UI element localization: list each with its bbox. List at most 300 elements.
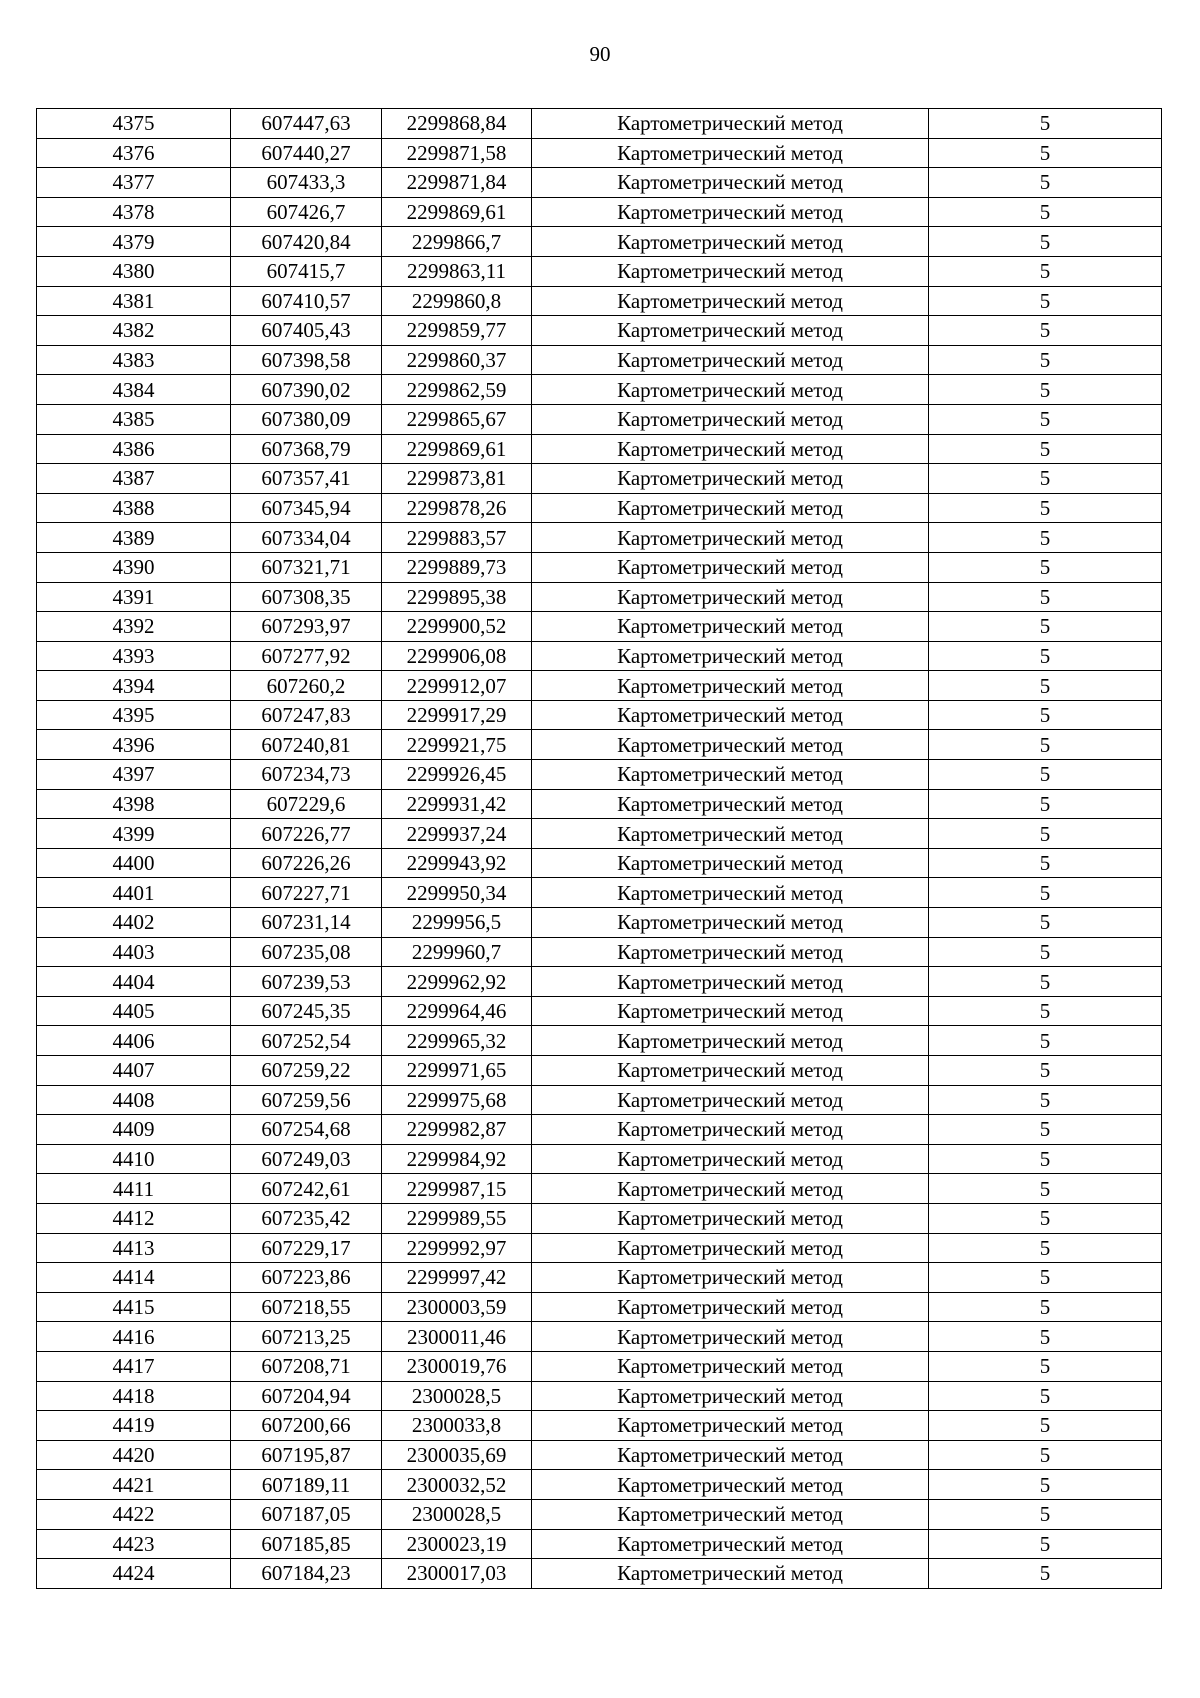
table-row bbox=[37, 1144, 1162, 1174]
accuracy-cell: 5 bbox=[929, 671, 1162, 701]
method-cell: Картометрический метод bbox=[532, 582, 929, 612]
method-cell: Картометрический метод bbox=[532, 1263, 929, 1293]
table-row bbox=[37, 1203, 1162, 1233]
table-row bbox=[37, 700, 1162, 730]
y-coordinate-cell: 2299989,55 bbox=[382, 1203, 532, 1233]
point-number-cell: 4382 bbox=[37, 316, 231, 346]
accuracy-cell: 5 bbox=[929, 1144, 1162, 1174]
x-coordinate-cell: 607234,73 bbox=[231, 760, 382, 790]
point-number-cell: 4390 bbox=[37, 552, 231, 582]
table-row bbox=[37, 1174, 1162, 1204]
table-row bbox=[37, 1440, 1162, 1470]
point-number-cell: 4422 bbox=[37, 1499, 231, 1529]
point-number-cell: 4394 bbox=[37, 671, 231, 701]
y-coordinate-cell: 2300003,59 bbox=[382, 1292, 532, 1322]
y-coordinate-cell: 2299873,81 bbox=[382, 464, 532, 494]
method-cell: Картометрический метод bbox=[532, 227, 929, 257]
table-row bbox=[37, 1559, 1162, 1589]
accuracy-cell: 5 bbox=[929, 227, 1162, 257]
accuracy-cell: 5 bbox=[929, 641, 1162, 671]
method-cell: Картометрический метод bbox=[532, 878, 929, 908]
y-coordinate-cell: 2299869,61 bbox=[382, 434, 532, 464]
table-row bbox=[37, 819, 1162, 849]
x-coordinate-cell: 607245,35 bbox=[231, 996, 382, 1026]
table-row bbox=[37, 1292, 1162, 1322]
point-number-cell: 4412 bbox=[37, 1203, 231, 1233]
accuracy-cell: 5 bbox=[929, 760, 1162, 790]
point-number-cell: 4401 bbox=[37, 878, 231, 908]
point-number-cell: 4375 bbox=[37, 109, 231, 139]
accuracy-cell: 5 bbox=[929, 819, 1162, 849]
accuracy-cell: 5 bbox=[929, 1411, 1162, 1441]
x-coordinate-cell: 607415,7 bbox=[231, 256, 382, 286]
y-coordinate-cell: 2299984,92 bbox=[382, 1144, 532, 1174]
accuracy-cell: 5 bbox=[929, 1470, 1162, 1500]
table-row bbox=[37, 1115, 1162, 1145]
table-row bbox=[37, 996, 1162, 1026]
x-coordinate-cell: 607293,97 bbox=[231, 612, 382, 642]
y-coordinate-cell: 2299962,92 bbox=[382, 967, 532, 997]
method-cell: Картометрический метод bbox=[532, 197, 929, 227]
x-coordinate-cell: 607189,11 bbox=[231, 1470, 382, 1500]
y-coordinate-cell: 2299917,29 bbox=[382, 700, 532, 730]
accuracy-cell: 5 bbox=[929, 967, 1162, 997]
accuracy-cell: 5 bbox=[929, 138, 1162, 168]
accuracy-cell: 5 bbox=[929, 878, 1162, 908]
x-coordinate-cell: 607235,08 bbox=[231, 937, 382, 967]
accuracy-cell: 5 bbox=[929, 1529, 1162, 1559]
method-cell: Картометрический метод bbox=[532, 937, 929, 967]
point-number-cell: 4413 bbox=[37, 1233, 231, 1263]
method-cell: Картометрический метод bbox=[532, 138, 929, 168]
y-coordinate-cell: 2299921,75 bbox=[382, 730, 532, 760]
x-coordinate-cell: 607259,22 bbox=[231, 1056, 382, 1086]
table-row bbox=[37, 730, 1162, 760]
table-row bbox=[37, 523, 1162, 553]
method-cell: Картометрический метод bbox=[532, 1144, 929, 1174]
y-coordinate-cell: 2299926,45 bbox=[382, 760, 532, 790]
accuracy-cell: 5 bbox=[929, 552, 1162, 582]
point-number-cell: 4378 bbox=[37, 197, 231, 227]
point-number-cell: 4383 bbox=[37, 345, 231, 375]
point-number-cell: 4384 bbox=[37, 375, 231, 405]
x-coordinate-cell: 607440,27 bbox=[231, 138, 382, 168]
table-row bbox=[37, 1470, 1162, 1500]
point-number-cell: 4400 bbox=[37, 848, 231, 878]
table-row bbox=[37, 878, 1162, 908]
method-cell: Картометрический метод bbox=[532, 286, 929, 316]
table-row bbox=[37, 375, 1162, 405]
point-number-cell: 4416 bbox=[37, 1322, 231, 1352]
table-row bbox=[37, 1263, 1162, 1293]
method-cell: Картометрический метод bbox=[532, 1026, 929, 1056]
x-coordinate-cell: 607357,41 bbox=[231, 464, 382, 494]
method-cell: Картометрический метод bbox=[532, 967, 929, 997]
y-coordinate-cell: 2299860,8 bbox=[382, 286, 532, 316]
accuracy-cell: 5 bbox=[929, 1233, 1162, 1263]
x-coordinate-cell: 607447,63 bbox=[231, 109, 382, 139]
accuracy-cell: 5 bbox=[929, 1499, 1162, 1529]
x-coordinate-cell: 607208,71 bbox=[231, 1351, 382, 1381]
method-cell: Картометрический метод bbox=[532, 908, 929, 938]
accuracy-cell: 5 bbox=[929, 197, 1162, 227]
x-coordinate-cell: 607252,54 bbox=[231, 1026, 382, 1056]
accuracy-cell: 5 bbox=[929, 404, 1162, 434]
accuracy-cell: 5 bbox=[929, 434, 1162, 464]
y-coordinate-cell: 2299965,32 bbox=[382, 1026, 532, 1056]
coordinates-table bbox=[36, 108, 1162, 1589]
method-cell: Картометрический метод bbox=[532, 1233, 929, 1263]
method-cell: Картометрический метод bbox=[532, 996, 929, 1026]
method-cell: Картометрический метод bbox=[532, 1411, 929, 1441]
x-coordinate-cell: 607334,04 bbox=[231, 523, 382, 553]
x-coordinate-cell: 607277,92 bbox=[231, 641, 382, 671]
x-coordinate-cell: 607242,61 bbox=[231, 1174, 382, 1204]
x-coordinate-cell: 607223,86 bbox=[231, 1263, 382, 1293]
table-row bbox=[37, 1351, 1162, 1381]
accuracy-cell: 5 bbox=[929, 1026, 1162, 1056]
accuracy-cell: 5 bbox=[929, 1056, 1162, 1086]
table-row bbox=[37, 641, 1162, 671]
accuracy-cell: 5 bbox=[929, 1085, 1162, 1115]
accuracy-cell: 5 bbox=[929, 286, 1162, 316]
method-cell: Картометрический метод bbox=[532, 168, 929, 198]
x-coordinate-cell: 607433,3 bbox=[231, 168, 382, 198]
x-coordinate-cell: 607235,42 bbox=[231, 1203, 382, 1233]
accuracy-cell: 5 bbox=[929, 168, 1162, 198]
y-coordinate-cell: 2299900,52 bbox=[382, 612, 532, 642]
y-coordinate-cell: 2299931,42 bbox=[382, 789, 532, 819]
x-coordinate-cell: 607229,6 bbox=[231, 789, 382, 819]
method-cell: Картометрический метод bbox=[532, 1322, 929, 1352]
x-coordinate-cell: 607185,85 bbox=[231, 1529, 382, 1559]
point-number-cell: 4404 bbox=[37, 967, 231, 997]
method-cell: Картометрический метод bbox=[532, 1085, 929, 1115]
accuracy-cell: 5 bbox=[929, 1115, 1162, 1145]
x-coordinate-cell: 607321,71 bbox=[231, 552, 382, 582]
point-number-cell: 4409 bbox=[37, 1115, 231, 1145]
y-coordinate-cell: 2300028,5 bbox=[382, 1381, 532, 1411]
y-coordinate-cell: 2299866,7 bbox=[382, 227, 532, 257]
accuracy-cell: 5 bbox=[929, 1292, 1162, 1322]
y-coordinate-cell: 2299943,92 bbox=[382, 848, 532, 878]
y-coordinate-cell: 2300019,76 bbox=[382, 1351, 532, 1381]
point-number-cell: 4396 bbox=[37, 730, 231, 760]
x-coordinate-cell: 607390,02 bbox=[231, 375, 382, 405]
y-coordinate-cell: 2299863,11 bbox=[382, 256, 532, 286]
y-coordinate-cell: 2299964,46 bbox=[382, 996, 532, 1026]
table-row bbox=[37, 1499, 1162, 1529]
accuracy-cell: 5 bbox=[929, 1351, 1162, 1381]
method-cell: Картометрический метод bbox=[532, 789, 929, 819]
method-cell: Картометрический метод bbox=[532, 612, 929, 642]
point-number-cell: 4420 bbox=[37, 1440, 231, 1470]
accuracy-cell: 5 bbox=[929, 256, 1162, 286]
accuracy-cell: 5 bbox=[929, 996, 1162, 1026]
table-row bbox=[37, 1322, 1162, 1352]
y-coordinate-cell: 2299871,58 bbox=[382, 138, 532, 168]
accuracy-cell: 5 bbox=[929, 109, 1162, 139]
table-row bbox=[37, 464, 1162, 494]
x-coordinate-cell: 607420,84 bbox=[231, 227, 382, 257]
point-number-cell: 4405 bbox=[37, 996, 231, 1026]
x-coordinate-cell: 607227,71 bbox=[231, 878, 382, 908]
point-number-cell: 4377 bbox=[37, 168, 231, 198]
x-coordinate-cell: 607368,79 bbox=[231, 434, 382, 464]
y-coordinate-cell: 2300017,03 bbox=[382, 1559, 532, 1589]
y-coordinate-cell: 2299871,84 bbox=[382, 168, 532, 198]
x-coordinate-cell: 607229,17 bbox=[231, 1233, 382, 1263]
method-cell: Картометрический метод bbox=[532, 1351, 929, 1381]
y-coordinate-cell: 2299992,97 bbox=[382, 1233, 532, 1263]
point-number-cell: 4379 bbox=[37, 227, 231, 257]
x-coordinate-cell: 607249,03 bbox=[231, 1144, 382, 1174]
method-cell: Картометрический метод bbox=[532, 375, 929, 405]
x-coordinate-cell: 607247,83 bbox=[231, 700, 382, 730]
method-cell: Картометрический метод bbox=[532, 1381, 929, 1411]
method-cell: Картометрический метод bbox=[532, 819, 929, 849]
y-coordinate-cell: 2299997,42 bbox=[382, 1263, 532, 1293]
method-cell: Картометрический метод bbox=[532, 523, 929, 553]
table-row bbox=[37, 404, 1162, 434]
table-row bbox=[37, 967, 1162, 997]
x-coordinate-cell: 607426,7 bbox=[231, 197, 382, 227]
point-number-cell: 4388 bbox=[37, 493, 231, 523]
x-coordinate-cell: 607239,53 bbox=[231, 967, 382, 997]
accuracy-cell: 5 bbox=[929, 464, 1162, 494]
table-row bbox=[37, 1411, 1162, 1441]
accuracy-cell: 5 bbox=[929, 1440, 1162, 1470]
point-number-cell: 4406 bbox=[37, 1026, 231, 1056]
y-coordinate-cell: 2299869,61 bbox=[382, 197, 532, 227]
y-coordinate-cell: 2299971,65 bbox=[382, 1056, 532, 1086]
point-number-cell: 4417 bbox=[37, 1351, 231, 1381]
accuracy-cell: 5 bbox=[929, 789, 1162, 819]
point-number-cell: 4403 bbox=[37, 937, 231, 967]
accuracy-cell: 5 bbox=[929, 612, 1162, 642]
x-coordinate-cell: 607226,26 bbox=[231, 848, 382, 878]
method-cell: Картометрический метод bbox=[532, 256, 929, 286]
table-row bbox=[37, 552, 1162, 582]
table-row bbox=[37, 1233, 1162, 1263]
table-row bbox=[37, 1056, 1162, 1086]
method-cell: Картометрический метод bbox=[532, 316, 929, 346]
table-row bbox=[37, 434, 1162, 464]
table-row bbox=[37, 109, 1162, 139]
x-coordinate-cell: 607380,09 bbox=[231, 404, 382, 434]
table-row bbox=[37, 848, 1162, 878]
method-cell: Картометрический метод bbox=[532, 464, 929, 494]
table-row bbox=[37, 582, 1162, 612]
point-number-cell: 4387 bbox=[37, 464, 231, 494]
method-cell: Картометрический метод bbox=[532, 1529, 929, 1559]
y-coordinate-cell: 2299982,87 bbox=[382, 1115, 532, 1145]
y-coordinate-cell: 2300033,8 bbox=[382, 1411, 532, 1441]
y-coordinate-cell: 2300023,19 bbox=[382, 1529, 532, 1559]
table-row bbox=[37, 256, 1162, 286]
x-coordinate-cell: 607308,35 bbox=[231, 582, 382, 612]
point-number-cell: 4398 bbox=[37, 789, 231, 819]
table-row bbox=[37, 789, 1162, 819]
accuracy-cell: 5 bbox=[929, 937, 1162, 967]
accuracy-cell: 5 bbox=[929, 493, 1162, 523]
point-number-cell: 4385 bbox=[37, 404, 231, 434]
y-coordinate-cell: 2299895,38 bbox=[382, 582, 532, 612]
method-cell: Картометрический метод bbox=[532, 641, 929, 671]
point-number-cell: 4376 bbox=[37, 138, 231, 168]
y-coordinate-cell: 2299865,67 bbox=[382, 404, 532, 434]
table-row bbox=[37, 138, 1162, 168]
table-row bbox=[37, 937, 1162, 967]
method-cell: Картометрический метод bbox=[532, 760, 929, 790]
x-coordinate-cell: 607398,58 bbox=[231, 345, 382, 375]
x-coordinate-cell: 607187,05 bbox=[231, 1499, 382, 1529]
accuracy-cell: 5 bbox=[929, 1174, 1162, 1204]
accuracy-cell: 5 bbox=[929, 1263, 1162, 1293]
accuracy-cell: 5 bbox=[929, 316, 1162, 346]
x-coordinate-cell: 607226,77 bbox=[231, 819, 382, 849]
point-number-cell: 4386 bbox=[37, 434, 231, 464]
y-coordinate-cell: 2299878,26 bbox=[382, 493, 532, 523]
y-coordinate-cell: 2300035,69 bbox=[382, 1440, 532, 1470]
table-row bbox=[37, 316, 1162, 346]
point-number-cell: 4392 bbox=[37, 612, 231, 642]
y-coordinate-cell: 2299889,73 bbox=[382, 552, 532, 582]
x-coordinate-cell: 607184,23 bbox=[231, 1559, 382, 1589]
table-row bbox=[37, 760, 1162, 790]
table-row bbox=[37, 1529, 1162, 1559]
y-coordinate-cell: 2300011,46 bbox=[382, 1322, 532, 1352]
point-number-cell: 4419 bbox=[37, 1411, 231, 1441]
accuracy-cell: 5 bbox=[929, 730, 1162, 760]
y-coordinate-cell: 2299868,84 bbox=[382, 109, 532, 139]
table-row bbox=[37, 227, 1162, 257]
method-cell: Картометрический метод bbox=[532, 345, 929, 375]
x-coordinate-cell: 607231,14 bbox=[231, 908, 382, 938]
table-row bbox=[37, 168, 1162, 198]
method-cell: Картометрический метод bbox=[532, 1056, 929, 1086]
page-number: 90 bbox=[589, 42, 611, 66]
y-coordinate-cell: 2299960,7 bbox=[382, 937, 532, 967]
point-number-cell: 4408 bbox=[37, 1085, 231, 1115]
point-number-cell: 4424 bbox=[37, 1559, 231, 1589]
point-number-cell: 4397 bbox=[37, 760, 231, 790]
method-cell: Картометрический метод bbox=[532, 671, 929, 701]
accuracy-cell: 5 bbox=[929, 908, 1162, 938]
method-cell: Картометрический метод bbox=[532, 434, 929, 464]
table-row bbox=[37, 612, 1162, 642]
method-cell: Картометрический метод bbox=[532, 700, 929, 730]
table-row bbox=[37, 493, 1162, 523]
x-coordinate-cell: 607260,2 bbox=[231, 671, 382, 701]
y-coordinate-cell: 2299906,08 bbox=[382, 641, 532, 671]
table-body bbox=[37, 109, 1162, 1589]
method-cell: Картометрический метод bbox=[532, 1174, 929, 1204]
accuracy-cell: 5 bbox=[929, 1203, 1162, 1233]
method-cell: Картометрический метод bbox=[532, 1292, 929, 1322]
x-coordinate-cell: 607200,66 bbox=[231, 1411, 382, 1441]
y-coordinate-cell: 2299950,34 bbox=[382, 878, 532, 908]
method-cell: Картометрический метод bbox=[532, 493, 929, 523]
x-coordinate-cell: 607259,56 bbox=[231, 1085, 382, 1115]
point-number-cell: 4411 bbox=[37, 1174, 231, 1204]
x-coordinate-cell: 607345,94 bbox=[231, 493, 382, 523]
point-number-cell: 4389 bbox=[37, 523, 231, 553]
point-number-cell: 4423 bbox=[37, 1529, 231, 1559]
point-number-cell: 4418 bbox=[37, 1381, 231, 1411]
point-number-cell: 4407 bbox=[37, 1056, 231, 1086]
accuracy-cell: 5 bbox=[929, 375, 1162, 405]
point-number-cell: 4402 bbox=[37, 908, 231, 938]
point-number-cell: 4414 bbox=[37, 1263, 231, 1293]
x-coordinate-cell: 607213,25 bbox=[231, 1322, 382, 1352]
method-cell: Картометрический метод bbox=[532, 1559, 929, 1589]
x-coordinate-cell: 607410,57 bbox=[231, 286, 382, 316]
y-coordinate-cell: 2299975,68 bbox=[382, 1085, 532, 1115]
accuracy-cell: 5 bbox=[929, 345, 1162, 375]
x-coordinate-cell: 607218,55 bbox=[231, 1292, 382, 1322]
table-row bbox=[37, 197, 1162, 227]
method-cell: Картометрический метод bbox=[532, 1499, 929, 1529]
point-number-cell: 4415 bbox=[37, 1292, 231, 1322]
point-number-cell: 4393 bbox=[37, 641, 231, 671]
table-row bbox=[37, 345, 1162, 375]
method-cell: Картометрический метод bbox=[532, 109, 929, 139]
accuracy-cell: 5 bbox=[929, 1559, 1162, 1589]
method-cell: Картометрический метод bbox=[532, 404, 929, 434]
table-row bbox=[37, 1026, 1162, 1056]
accuracy-cell: 5 bbox=[929, 1322, 1162, 1352]
accuracy-cell: 5 bbox=[929, 523, 1162, 553]
method-cell: Картометрический метод bbox=[532, 1470, 929, 1500]
point-number-cell: 4421 bbox=[37, 1470, 231, 1500]
y-coordinate-cell: 2299987,15 bbox=[382, 1174, 532, 1204]
point-number-cell: 4395 bbox=[37, 700, 231, 730]
table-row bbox=[37, 1381, 1162, 1411]
y-coordinate-cell: 2299912,07 bbox=[382, 671, 532, 701]
y-coordinate-cell: 2299859,77 bbox=[382, 316, 532, 346]
method-cell: Картометрический метод bbox=[532, 1115, 929, 1145]
x-coordinate-cell: 607240,81 bbox=[231, 730, 382, 760]
table-row bbox=[37, 1085, 1162, 1115]
method-cell: Картометрический метод bbox=[532, 552, 929, 582]
y-coordinate-cell: 2299883,57 bbox=[382, 523, 532, 553]
x-coordinate-cell: 607204,94 bbox=[231, 1381, 382, 1411]
y-coordinate-cell: 2300032,52 bbox=[382, 1470, 532, 1500]
table-row bbox=[37, 286, 1162, 316]
table-row bbox=[37, 908, 1162, 938]
method-cell: Картометрический метод bbox=[532, 730, 929, 760]
point-number-cell: 4399 bbox=[37, 819, 231, 849]
y-coordinate-cell: 2299956,5 bbox=[382, 908, 532, 938]
method-cell: Картометрический метод bbox=[532, 1203, 929, 1233]
point-number-cell: 4410 bbox=[37, 1144, 231, 1174]
accuracy-cell: 5 bbox=[929, 1381, 1162, 1411]
y-coordinate-cell: 2299937,24 bbox=[382, 819, 532, 849]
y-coordinate-cell: 2300028,5 bbox=[382, 1499, 532, 1529]
point-number-cell: 4391 bbox=[37, 582, 231, 612]
accuracy-cell: 5 bbox=[929, 848, 1162, 878]
point-number-cell: 4381 bbox=[37, 286, 231, 316]
method-cell: Картометрический метод bbox=[532, 1440, 929, 1470]
method-cell: Картометрический метод bbox=[532, 848, 929, 878]
accuracy-cell: 5 bbox=[929, 582, 1162, 612]
table-row bbox=[37, 671, 1162, 701]
x-coordinate-cell: 607195,87 bbox=[231, 1440, 382, 1470]
x-coordinate-cell: 607254,68 bbox=[231, 1115, 382, 1145]
accuracy-cell: 5 bbox=[929, 700, 1162, 730]
x-coordinate-cell: 607405,43 bbox=[231, 316, 382, 346]
